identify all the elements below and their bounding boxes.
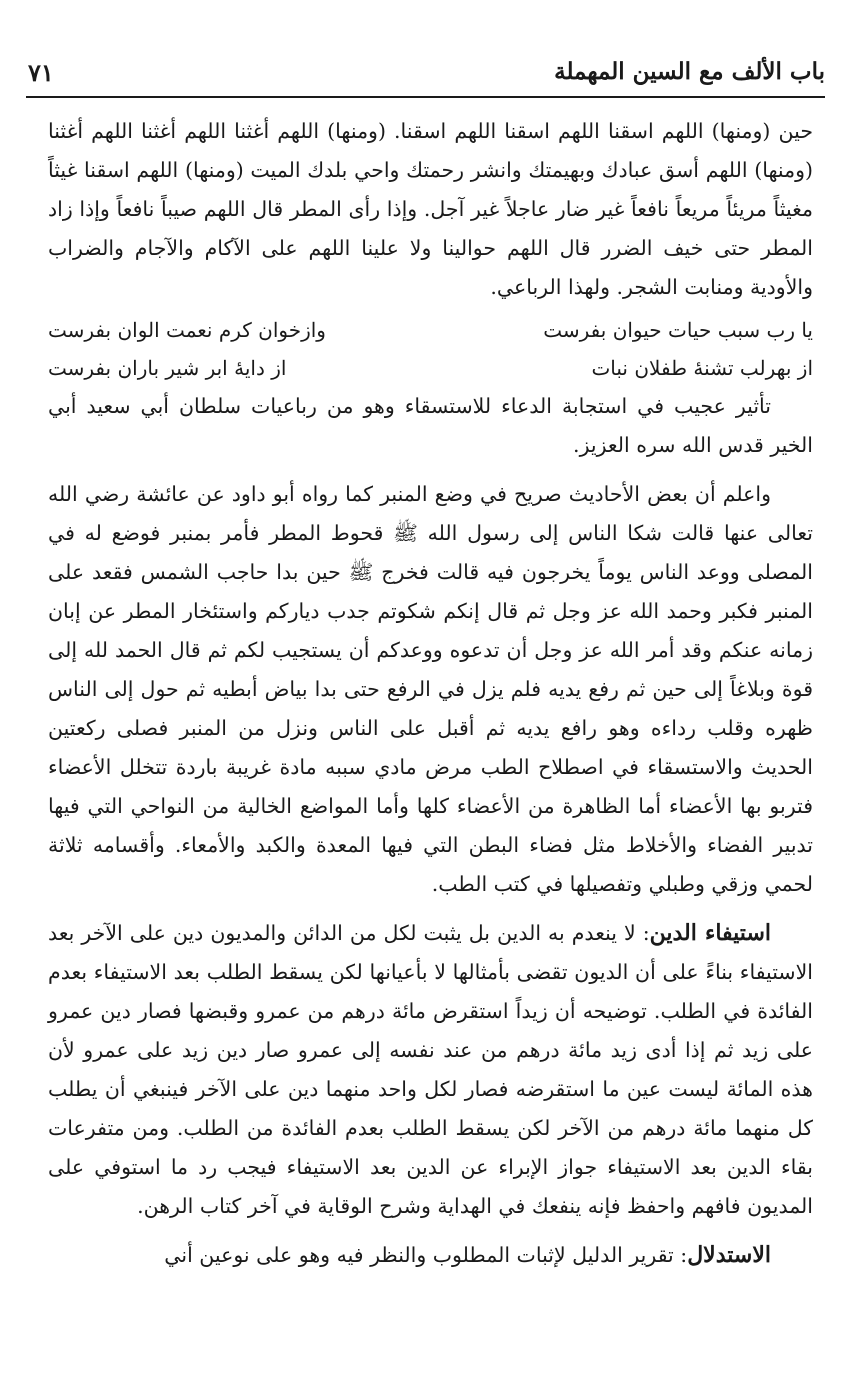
page-header (28, 56, 825, 96)
verse-hemistich-left: از دايهٔ ابر شير باران بفرست (48, 356, 287, 380)
verse-line (48, 311, 813, 349)
entry-text: : تقرير الدليل لإثبات المطلوب والنظر فيه وهو على نوعين أني (164, 1243, 688, 1267)
paragraph-prayers: حين (ومنها) اللهم اسقنا اللهم اسقنا اللهم اسقنا. (ومنها) اللهم أغثنا اللهم أغثنا اللهم أغثنا (ومنها) اللهم أسق عبادك وبهيمتك وانشر رحمتك واحي بلدك الميت (ومنها) اللهم اسقنا غيثاً مغيثاً مريئاً مريعاً نافعاً غير ضار عاجلاً غير آجل. وإذا رأى المطر قال اللهم صيباً نافعاً وإذا زاد المطر حتى خيف الضرر قال اللهم حوالينا ولا علينا اللهم على الآكام والآجام والضراب والأودية ومنابت الشجر. ولهذا الرباعي. (48, 119, 813, 299)
entry-text: : لا ينعدم به الدين بل يثبت لكل من الدائن والمديون دين على الآخر بعد الاستيفاء بناءً على أن الديون تقضى بأمثالها لا بأعيانها لكن يسقط الطلب بعد الاستيفاء بعدم الفائدة في الطلب. توضيحه أن زيداً استقرض مائة درهم من عمرو وقبضها فصار دين عمرو على زيد ثم إذا أدى زيد مائة درهم من عند نفسه إلى عمرو صار دين زيد على عمرو لأن هذه المائة ليست عين ما استقرضه فصار لكل واحد منهما دين على الآخر فينبغي أن يطلب كل منهما مائة درهم من الآخر لكن يسقط الطلب بعدم الفائدة من الطلب. ومن متفرعات بقاء الدين بعد الاستيفاء جواز الإبراء عن الدين بعد الاستيفاء فيجب رد ما استوفي على المديون فافهم واحفظ فإنه ينفعك في الهداية وشرح الوقاية في آخر كتاب الرهن. (48, 921, 813, 1218)
header-rule (26, 96, 825, 98)
verse-hemistich-right: يا رب سبب حيات حيوان بفرست (543, 318, 813, 342)
entry-term: استيفاء الدين (649, 920, 771, 946)
page-body (48, 112, 813, 1275)
verse-hemistich-left: وازخوان كرم نعمت الوان بفرست (48, 318, 326, 342)
running-title: باب الألف مع السين المهملة (554, 58, 825, 85)
entry-istidlal (48, 1236, 813, 1275)
verse-line (48, 349, 813, 387)
page-number: ٧١ (28, 58, 54, 87)
paragraph-hadith: واعلم أن بعض الأحاديث صريح في وضع المنبر كما رواه أبو داود عن عائشة رضي الله تعالى عنها قالت شكا الناس إلى رسول الله ﷺ قحوط المطر فأمر بمنبر فوضع له في المصلى ووعد الناس يوماً يخرجون فيه قالت فخرج ﷺ حين بدا حاجب الشمس فقعد على المنبر فكبر وحمد الله عز وجل ثم قال إنكم شكوتم جدب دياركم واستئخار المطر عن إبان زمانه عنكم وقد أمر الله عز وجل أن تدعوه ووعدكم أن يستجيب لكم ثم قال الحمد لله إلى قوة وبلاغاً إلى حين ثم رفع يديه فلم يزل في الرفع حتى بدا بياض أبطيه ثم حول إلى الناس ظهره وقلب رداءه وهو رافع يديه ثم أقبل على الناس ونزل من المنبر فصلى ركعتين الحديث والاستسقاء في اصطلاح الطب مرض مادي سببه مادة غريبة باردة تتخلل الأعضاء فتربو بها الأعضاء أما الظاهرة من الأعضاء كلها وأما المواضع الخالية من النواحي التي فيها تدبير الفضاء والأخلاط مثل فضاء البطن التي فيها المعدة والكبد والأمعاء. وأقسامه ثلاثة لحمي وزقي وطبلي وتفصيلها في كتب الطب. (48, 482, 813, 896)
entry-term: الاستدلال (687, 1242, 771, 1268)
quatrain (48, 311, 813, 387)
verse-hemistich-right: از بهرلب تشنهٔ طفلان نبات (591, 356, 813, 380)
entry-istifa-al-dayn (48, 914, 813, 1226)
paragraph-quatrain-note: تأثير عجيب في استجابة الدعاء للاستسقاء وهو من رباعيات سلطان أبي سعيد أبي الخير قدس الله سره العزيز. (48, 394, 813, 457)
